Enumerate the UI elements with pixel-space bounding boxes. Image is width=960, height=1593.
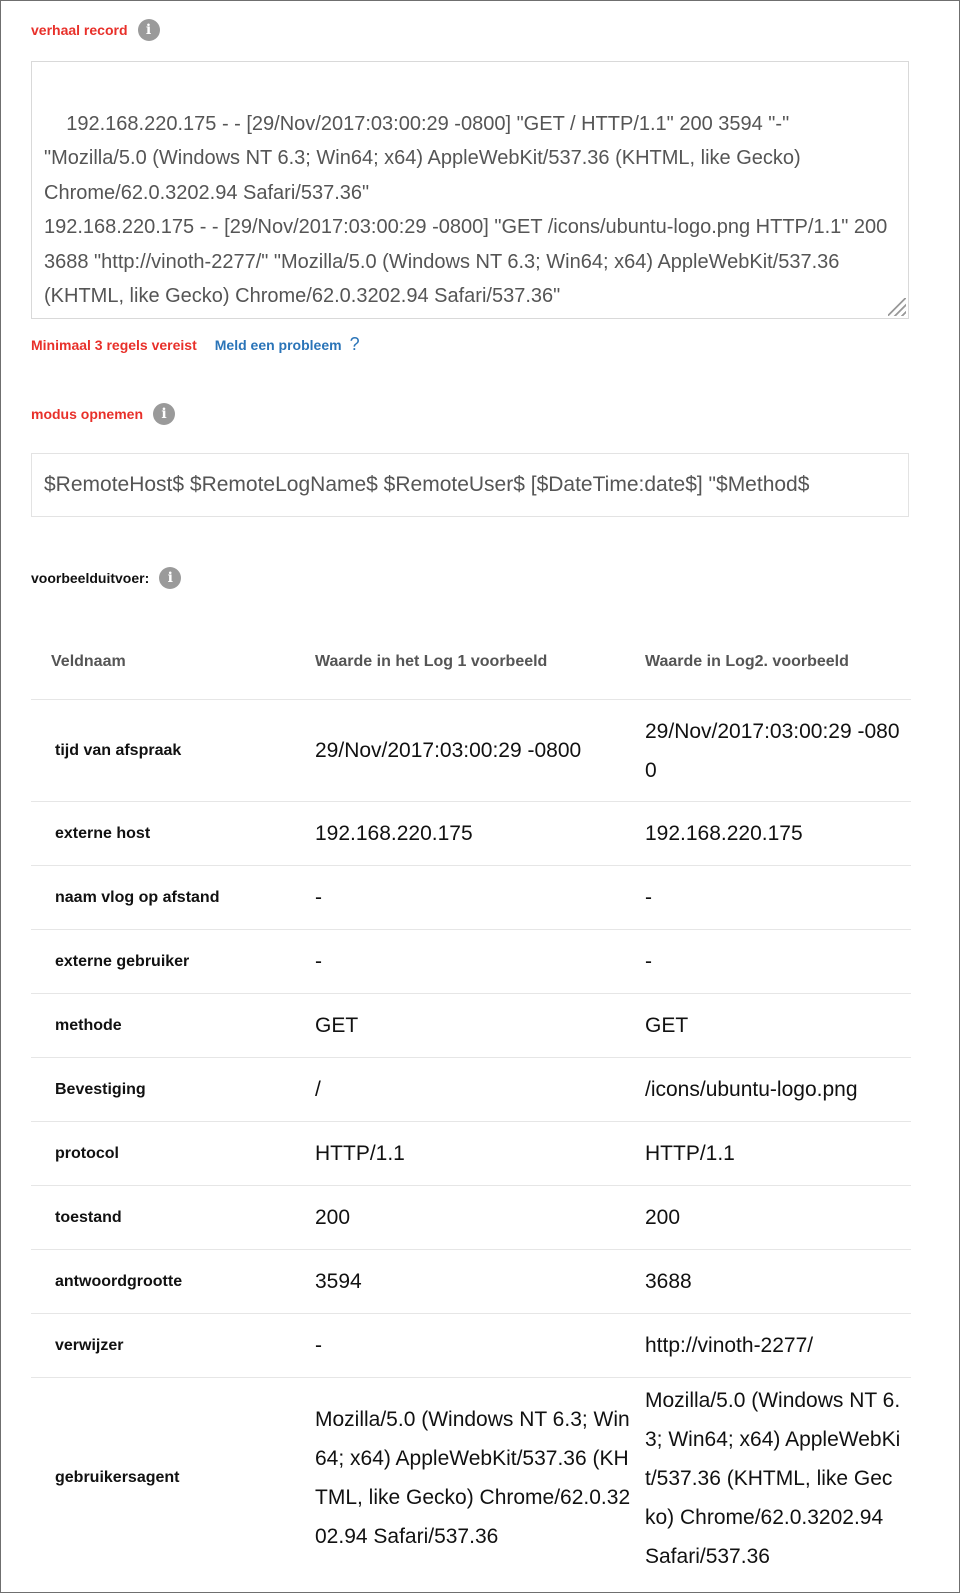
log2-value: - xyxy=(645,866,911,930)
log2-value: 200 xyxy=(645,1186,911,1250)
column-header-log2: Waarde in Log2. voorbeeld xyxy=(645,653,849,670)
requirement-message: Minimaal 3 regels vereist xyxy=(31,336,197,353)
log2-value: - xyxy=(645,930,911,994)
log-record-label-row xyxy=(31,19,160,41)
field-name: methode xyxy=(31,994,315,1058)
table-row xyxy=(31,1250,911,1314)
field-name: naam vlog op afstand xyxy=(31,866,315,930)
help-icon: ? xyxy=(349,334,360,354)
field-name: protocol xyxy=(31,1122,315,1186)
table-row xyxy=(31,1186,911,1250)
log1-value: - xyxy=(315,930,645,994)
sample-output-label-row xyxy=(31,567,181,589)
log2-value: Mozilla/5.0 (Windows NT 6.3; Win64; x64) AppleWebKit/537.36 (KHTML, like Gecko) Chrome/62.0.3202.94 Safari/537.36 xyxy=(645,1378,911,1579)
table-row xyxy=(31,1314,911,1378)
log2-value: GET xyxy=(645,994,911,1058)
column-header-field: Veldnaam xyxy=(51,653,126,670)
log-record-text: 192.168.220.175 - - [29/Nov/2017:03:00:29 -0800] "GET / HTTP/1.1" 200 3594 "-" "Mozilla/5.0 (Windows NT 6.3; Win64; x64) AppleWebKit/537.36 (KHTML, like Gecko) Chrome/62.0.3202.94 Safari/537.36" 192.168.220.175 - - [29/Nov/2017:03:00:29 -0800] "GET /icons/ubuntu-logo.png HTTP/1.1" 200 3688 "http://vinoth-2277/" "Mozilla/5.0 (Windows NT 6.3; Win64; x64) AppleWebKit/537.36 (KHTML, like Gecko) Chrome/62.0.3202.94 Safari/537.36" xyxy=(44,112,888,307)
field-name: tijd van afspraak xyxy=(31,700,315,802)
table-row xyxy=(31,802,911,866)
log2-value: HTTP/1.1 xyxy=(645,1122,911,1186)
log1-value: HTTP/1.1 xyxy=(315,1122,645,1186)
log1-value: / xyxy=(315,1058,645,1122)
resize-grip-icon[interactable] xyxy=(888,298,906,316)
table-row xyxy=(31,1378,911,1579)
field-name: toestand xyxy=(31,1186,315,1250)
table-header-row xyxy=(31,625,911,700)
table-row xyxy=(31,1058,911,1122)
log1-value: - xyxy=(315,1314,645,1378)
log2-value: http://vinoth-2277/ xyxy=(645,1314,911,1378)
log1-value: 29/Nov/2017:03:00:29 -0800 xyxy=(315,700,645,802)
sample-output-label: voorbeelduitvoer: xyxy=(31,570,150,586)
log-record-hints xyxy=(31,334,360,355)
info-icon[interactable]: i xyxy=(159,567,181,589)
log1-value: - xyxy=(315,866,645,930)
log1-value: GET xyxy=(315,994,645,1058)
table-row xyxy=(31,700,911,802)
log-record-label: verhaal record xyxy=(31,22,128,38)
table-row xyxy=(31,866,911,930)
table-row xyxy=(31,930,911,994)
record-mode-label: modus opnemen xyxy=(31,406,144,422)
report-problem-link[interactable] xyxy=(215,334,360,355)
record-mode-label-row xyxy=(31,403,175,425)
report-problem-label: Meld een probleem xyxy=(214,336,342,353)
info-icon[interactable]: i xyxy=(153,403,175,425)
log1-value: 3594 xyxy=(315,1250,645,1314)
sample-output-table xyxy=(31,625,911,1578)
field-name: antwoordgrootte xyxy=(31,1250,315,1314)
field-name: gebruikersagent xyxy=(31,1378,315,1579)
log2-value: 29/Nov/2017:03:00:29 -0800 xyxy=(645,700,911,802)
log1-value: Mozilla/5.0 (Windows NT 6.3; Win64; x64) AppleWebKit/537.36 (KHTML, like Gecko) Chrome/62.0.3202.94 Safari/537.36 xyxy=(315,1378,645,1579)
table-row xyxy=(31,1122,911,1186)
info-icon[interactable]: i xyxy=(138,19,160,41)
field-name: verwijzer xyxy=(31,1314,315,1378)
record-mode-input[interactable]: $RemoteHost$ $RemoteLogName$ $RemoteUser$ [$DateTime:date$] "$Method$ xyxy=(31,453,909,517)
log1-value: 200 xyxy=(315,1186,645,1250)
field-name: externe gebruiker xyxy=(31,930,315,994)
log2-value: 192.168.220.175 xyxy=(645,802,911,866)
field-name: externe host xyxy=(31,802,315,866)
log2-value: /icons/ubuntu-logo.png xyxy=(645,1058,911,1122)
field-name: Bevestiging xyxy=(31,1058,315,1122)
log-record-textarea[interactable] xyxy=(31,61,909,319)
column-header-log1: Waarde in het Log 1 voorbeeld xyxy=(315,653,548,670)
log2-value: 3688 xyxy=(645,1250,911,1314)
log1-value: 192.168.220.175 xyxy=(315,802,645,866)
table-row xyxy=(31,994,911,1058)
